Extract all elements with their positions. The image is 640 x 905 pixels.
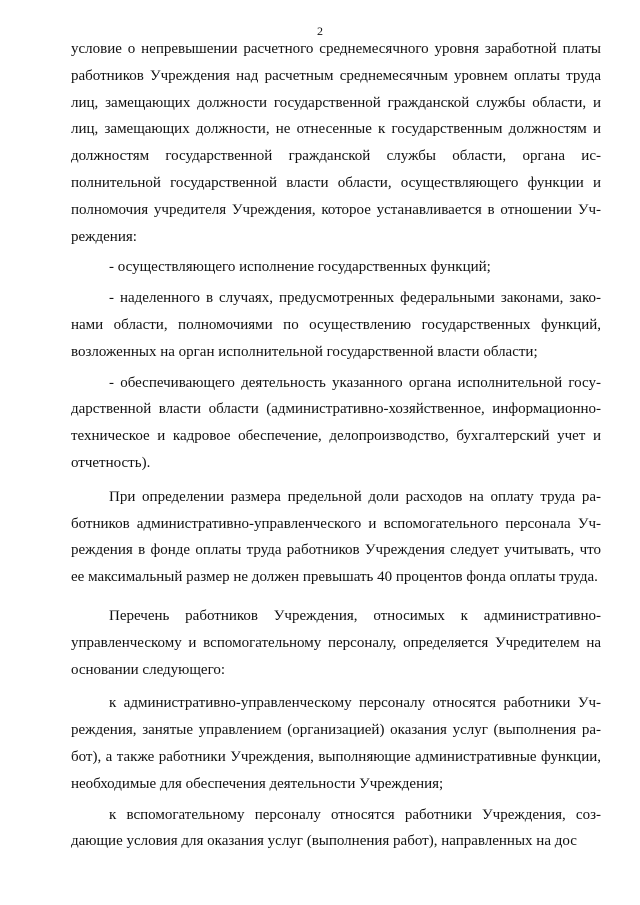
list-item-support-activity: - обеспечивающего деятельность указанного органа исполнительной государственной власти области (административно-хозяйственное, информационно-техническое и кадровое обеспечение, делопроизводство, бухгалтерский учет и отчетность). — [71, 374, 601, 471]
list-item-delegated-powers: - наделенного в случаях, предусмотренных федеральными законами, законами области, полномочиями по осуществлению государственных функций, возложенных на орган исполнительной государственной власти области; — [71, 290, 601, 360]
paragraph-staff-list: Перечень работников Учреждения, относимых к административно-управленческому и вспомогательному персоналу, определяется Учредителем на основании следующего: — [71, 607, 601, 678]
page-number: 2 — [317, 24, 323, 38]
list-item-state-functions: - осуществляющего исполнение государственных функций; — [109, 259, 491, 276]
paragraph-condition: условие о непревышении расчетного среднемесячного уровня заработной платы работников Учреждения над расчетным среднемесячным уровнем оплаты труда лиц, замещающих должности государственной гражданской службы области, и лиц, замещающих должности, не отнесенные к государственным должностям и должностям государственной гражданской службы области, органа исполнительной государственной власти области, осуществляющего функции и полномочия учредителя Учреждения, которое устанавливается в отношении Учреждения: — [71, 41, 601, 245]
paragraph-support-staff: к вспомогательному персоналу относятся работники Учреждения, создающие условия для оказания услуг (выполнения работ), направленных на дос — [71, 806, 601, 850]
paragraph-payroll-share: При определении размера предельной доли расходов на оплату труда работников административно-управленческого и вспомогательного персонала Учреждения в фонде оплаты труда работников Учреждения следует учитывать, что ее максимальный размер не должен превышать 40 процентов фонда оплаты труда. — [71, 488, 601, 586]
paragraph-admin-staff: к административно-управленческому персоналу относятся работники Учреждения, занятые управлением (организацией) оказания услуг (выполнения работ), а также работники Учреждения, выполняющие административные функции, необходимые для обеспечения деятельности Учреждения; — [71, 695, 601, 792]
document-body — [71, 36, 601, 855]
